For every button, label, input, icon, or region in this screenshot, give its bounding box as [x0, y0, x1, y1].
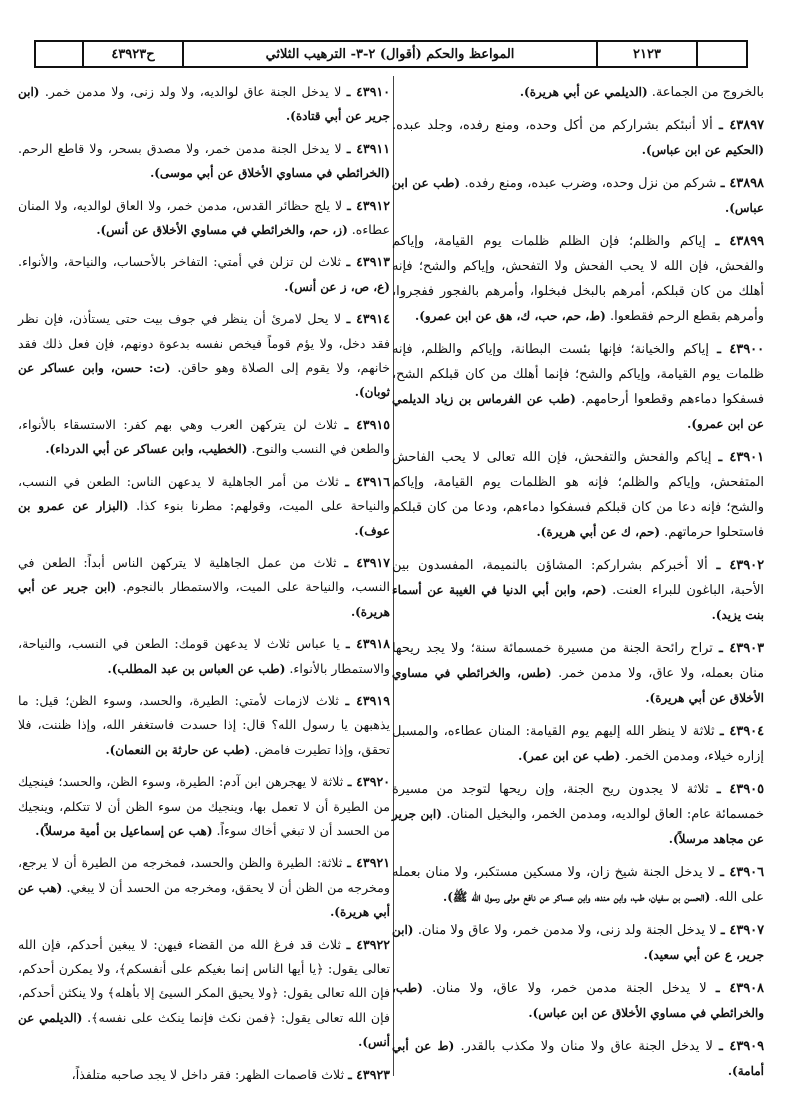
hadith-entry: ٤٣٩٠٣ ـ تراح رائحة الجنة من مسيرة خمسمائة سنة؛ ولا يجد ريحها منان بعمله، ولا عاق، ولا مدمن خمر. (طس، والخرائطي في مساوي الأخلاق عن أبي هريرة). — [392, 641, 764, 705]
hadith-entry: ٤٣٩٢٠ ـ ثلاثة لا يهجرهن ابن آدم: الطيرة، وسوء الظن، والحسد؛ فينجيك من الطيرة أن لا تعمل بها، وينجيك من سوء الظن أن لا تتكلم، وينجيك من الحسد أن لا تبغي أخاك سوءاً. (هب عن إسماعيل بن أمية مرسلاً). — [18, 774, 390, 838]
hadith-entry: ٤٣٨٩٩ ـ إياكم والظلم؛ فإن الظلم ظلمات يوم القيامة، وإياكم والفحش، فإن الله لا يحب الفحش ولا التفحش، وإياكم والشح؛ فإنه أهلك من كان قبلكم، أمرهم بالبخل فبخلوا، وأمرهم بالفجور ففجروا، وأمرهم بقطع الرحم فقطعوا. (ط، حم، حب، ك، هق عن ابن عمرو). — [392, 234, 764, 324]
header-title: المواعظ والحكم (أقوال) ٢-٣- الترهيب الثلاثي — [184, 42, 598, 66]
hadith-entry: ٤٣٩٢٢ ـ ثلاث قد فرغ الله من القضاء فيهن: لا يبغين أحدكم، فإن الله تعالى يقول: ﴿يا أيها الناس إنما بغيكم على أنفسكم﴾، ولا يمكرن أحدكم، فإن الله تعالى يقول: ﴿ولا يحيق المكر السيئ إلا بأهله﴾ ولا ينكثن أحدكم، فإن الله تعالى يقول: ﴿فمن نكث فإنما ينكث على نفسه﴾. (الديلمي عن أنس). — [18, 936, 391, 1050]
hadith-entry: بالخروج من الجماعة. (الديلمي عن أبي هريرة). — [519, 85, 764, 100]
hadith-entry: ٤٣٩٢٣ ـ ثلاث قاصمات الظهر: فقر داخل لا يجد صاحبه متلفذاً، — [71, 1066, 390, 1082]
header-hadith-ref: ح٤٣٩٢٣ — [84, 42, 184, 66]
hadith-entry: ٤٣٩١٠ ـ لا يدخل الجنة عاق لوالديه، ولا ولد زنى، ولا مدمن خمر. (ابن جرير عن أبي قتادة). — [18, 84, 390, 124]
hadith-entry: ٤٣٩١٩ ـ ثلاث لازمات لأمتي: الطيرة، والحسد، وسوء الظن؛ قيل: ما يذهبهن يا رسول الله؟ قال: إذا حسدت فاستغفر الله، وإذا ظننت، فلا تحقق، وإذا تطيرت فامض. (طب عن حارثة بن النعمان). — [18, 692, 390, 757]
hadith-entry: ٤٣٩١٣ ـ ثلاث لن تزلن في أمتي: التفاخر بالأحساب، والنياحة، والأنواء. (ع، ص، ز عن أنس). — [18, 254, 390, 294]
page-header — [34, 40, 748, 68]
left-column — [18, 80, 390, 1095]
hadith-entry: ٤٣٩٠٦ ـ لا يدخل الجنة شيخ زان، ولا مسكين مستكبر، ولا منان بعمله على الله. (الحسن بن سفيان، طب، وابن منده، وابن عساكر عن نافع مولى رسول الله ﷺ). — [392, 865, 764, 905]
hadith-entry: ٤٣٩١٨ ـ يا عباس ثلاث لا يدعهن قومك: الطعن في النسب، والنياحة، والاستمطار بالأنواء. (طب عن العباس بن عبد المطلب). — [18, 636, 390, 676]
right-column — [392, 80, 764, 1092]
hadith-entry: ٤٣٩٠١ ـ إياكم والفحش والتفحش، فإن الله تعالى لا يحب الفاحش المتفحش، وإياكم والظلم؛ فإنه هو الظلمات يوم القيامة، وإياكم والشح؛ فإنه دعا من كان قبلكم فسفكوا دماءهم، ودعا من كان قبلكم فاستحلوا حرماتهم. (حم، ك عن أبي هريرة). — [392, 450, 765, 540]
hadith-entry: ٤٣٩١١ ـ لا يدخل الجنة مدمن خمر، ولا مصدق بسحر، ولا قاطع الرحم. (الخرائطي في مساوي الأخلاق عن أبي موسى). — [18, 140, 391, 181]
hadith-entry: ٤٣٩١٢ ـ لا يلج حظائر القدس، مدمن خمر، ولا العاق لوالديه، ولا المنان عطاءه. (ز، حم، والخرائطي في مساوي الأخلاق عن أنس). — [18, 197, 390, 238]
hadith-entry: ٤٣٩١٤ ـ لا يحل لامرئ أن ينظر في جوف بيت حتى يستأذن، فإن نظر فقد دخل، ولا يؤم قوماً فيخص نفسه بدعوة دونهم، فإن فعل ذلك فقد خانهم، ولا يقوم إلى الصلاة وهو حاقن. (ت: حسن، وابن عساكر عن ثوبان). — [18, 311, 390, 400]
hadith-entry: ٤٣٩١٧ ـ ثلاث من عمل الجاهلية لا يتركهن الناس أبداً: الطعن في النسب، والنياحة على الميت، والاستمطار بالنجوم. (ابن جرير عن أبي هريرة). — [18, 554, 391, 619]
header-empty-cell-right — [698, 42, 746, 66]
header-page-number: ٢١٢٣ — [598, 42, 698, 66]
hadith-entry: ٤٣٩١٦ ـ ثلاث من أمر الجاهلية لا يدعهن الناس: الطعن في النسب، والنياحة على الميت، وقولهم: مطرنا بنوء كذا. (البزار عن عمرو بن عوف). — [18, 473, 391, 538]
hadith-entry: ٤٣٩٠٥ ـ ثلاثة لا يجدون ريح الجنة، وإن ريحها لتوجد من مسيرة خمسمائة عام: العاق لوالديه، ومدمن الخمر، والبخيل المنان. (ابن جرير عن مجاهد مرسلاً). — [392, 782, 765, 846]
hadith-entry: ٤٣٩٠٤ ـ ثلاثة لا ينظر الله إليهم يوم القيامة: المنان عطاءه، والمسبل إزاره خيلاء، ومدمن الخمر. (طب عن ابن عمر). — [392, 724, 764, 764]
hadith-entry: ٤٣٨٩٨ ـ شركم من نزل وحده، وضرب عبده، ومنع رفده. (طب عن ابن عباس). — [392, 176, 764, 215]
hadith-entry: ٤٣٩١٥ ـ ثلاث لن يتركهن العرب وهي بهم كفر: الاستسقاء بالأنواء، والطعن في النسب والنوح. (الخطيب، وابن عساكر عن أبي الدرداء). — [18, 416, 390, 457]
hadith-entry: ٤٣٨٩٧ ـ ألا أنبئكم بشراركم من أكل وحده، ومنع رفده، وجلد عبده. (الحكيم عن ابن عباس). — [392, 118, 764, 157]
hadith-entry: ٤٣٩٠٧ ـ لا يدخل الجنة ولد زنى، ولا مدمن خمر، ولا عاق ولا منان. (ابن جرير، ع عن أبي سعيد). — [392, 923, 765, 962]
hadith-entry: ٤٣٩٠٨ ـ لا يدخل الجنة مدمن خمر، ولا عاق، ولا منان. (طب، والخرائطي في مساوي الأخلاق عن ابن عباس). — [392, 981, 764, 1020]
hadith-entry: ٤٣٩٠٢ ـ ألا أخبركم بشراركم: المشاؤن بالنميمة، المفسدون بين الأحبة، الباغون للبراء العنت. (حم، وابن أبي الدنيا في الغيبة عن أسماء بنت يزيد). — [392, 558, 765, 622]
header-empty-cell-left — [36, 42, 84, 66]
hadith-entry: ٤٣٩٠٩ ـ لا يدخل الجنة عاق ولا منان ولا مكذب بالقدر. (ط عن أبي أمامة). — [392, 1039, 765, 1078]
hadith-entry: ٤٣٩٢١ ـ ثلاثة: الطيرة والظن والحسد، فمخرجه من الطيرة أن لا يرجع، ومخرجه من الظن أن لا يحقق، ومخرجه من الحسد أن لا يبغي. (هب عن أبي هريرة). — [18, 855, 390, 920]
hadith-entry: ٤٣٩٠٠ ـ إياكم والخيانة؛ فإنها بئست البطانة، وإياكم والظلم، فإنه ظلمات يوم القيامة، وإياكم والشح؛ فإنما أهلك من كان قبلكم الشح، فسفكوا دماءهم وقطعوا أرحامهم. (طب عن الفرماس بن زياد الديلمي عن ابن عمرو). — [392, 342, 764, 431]
